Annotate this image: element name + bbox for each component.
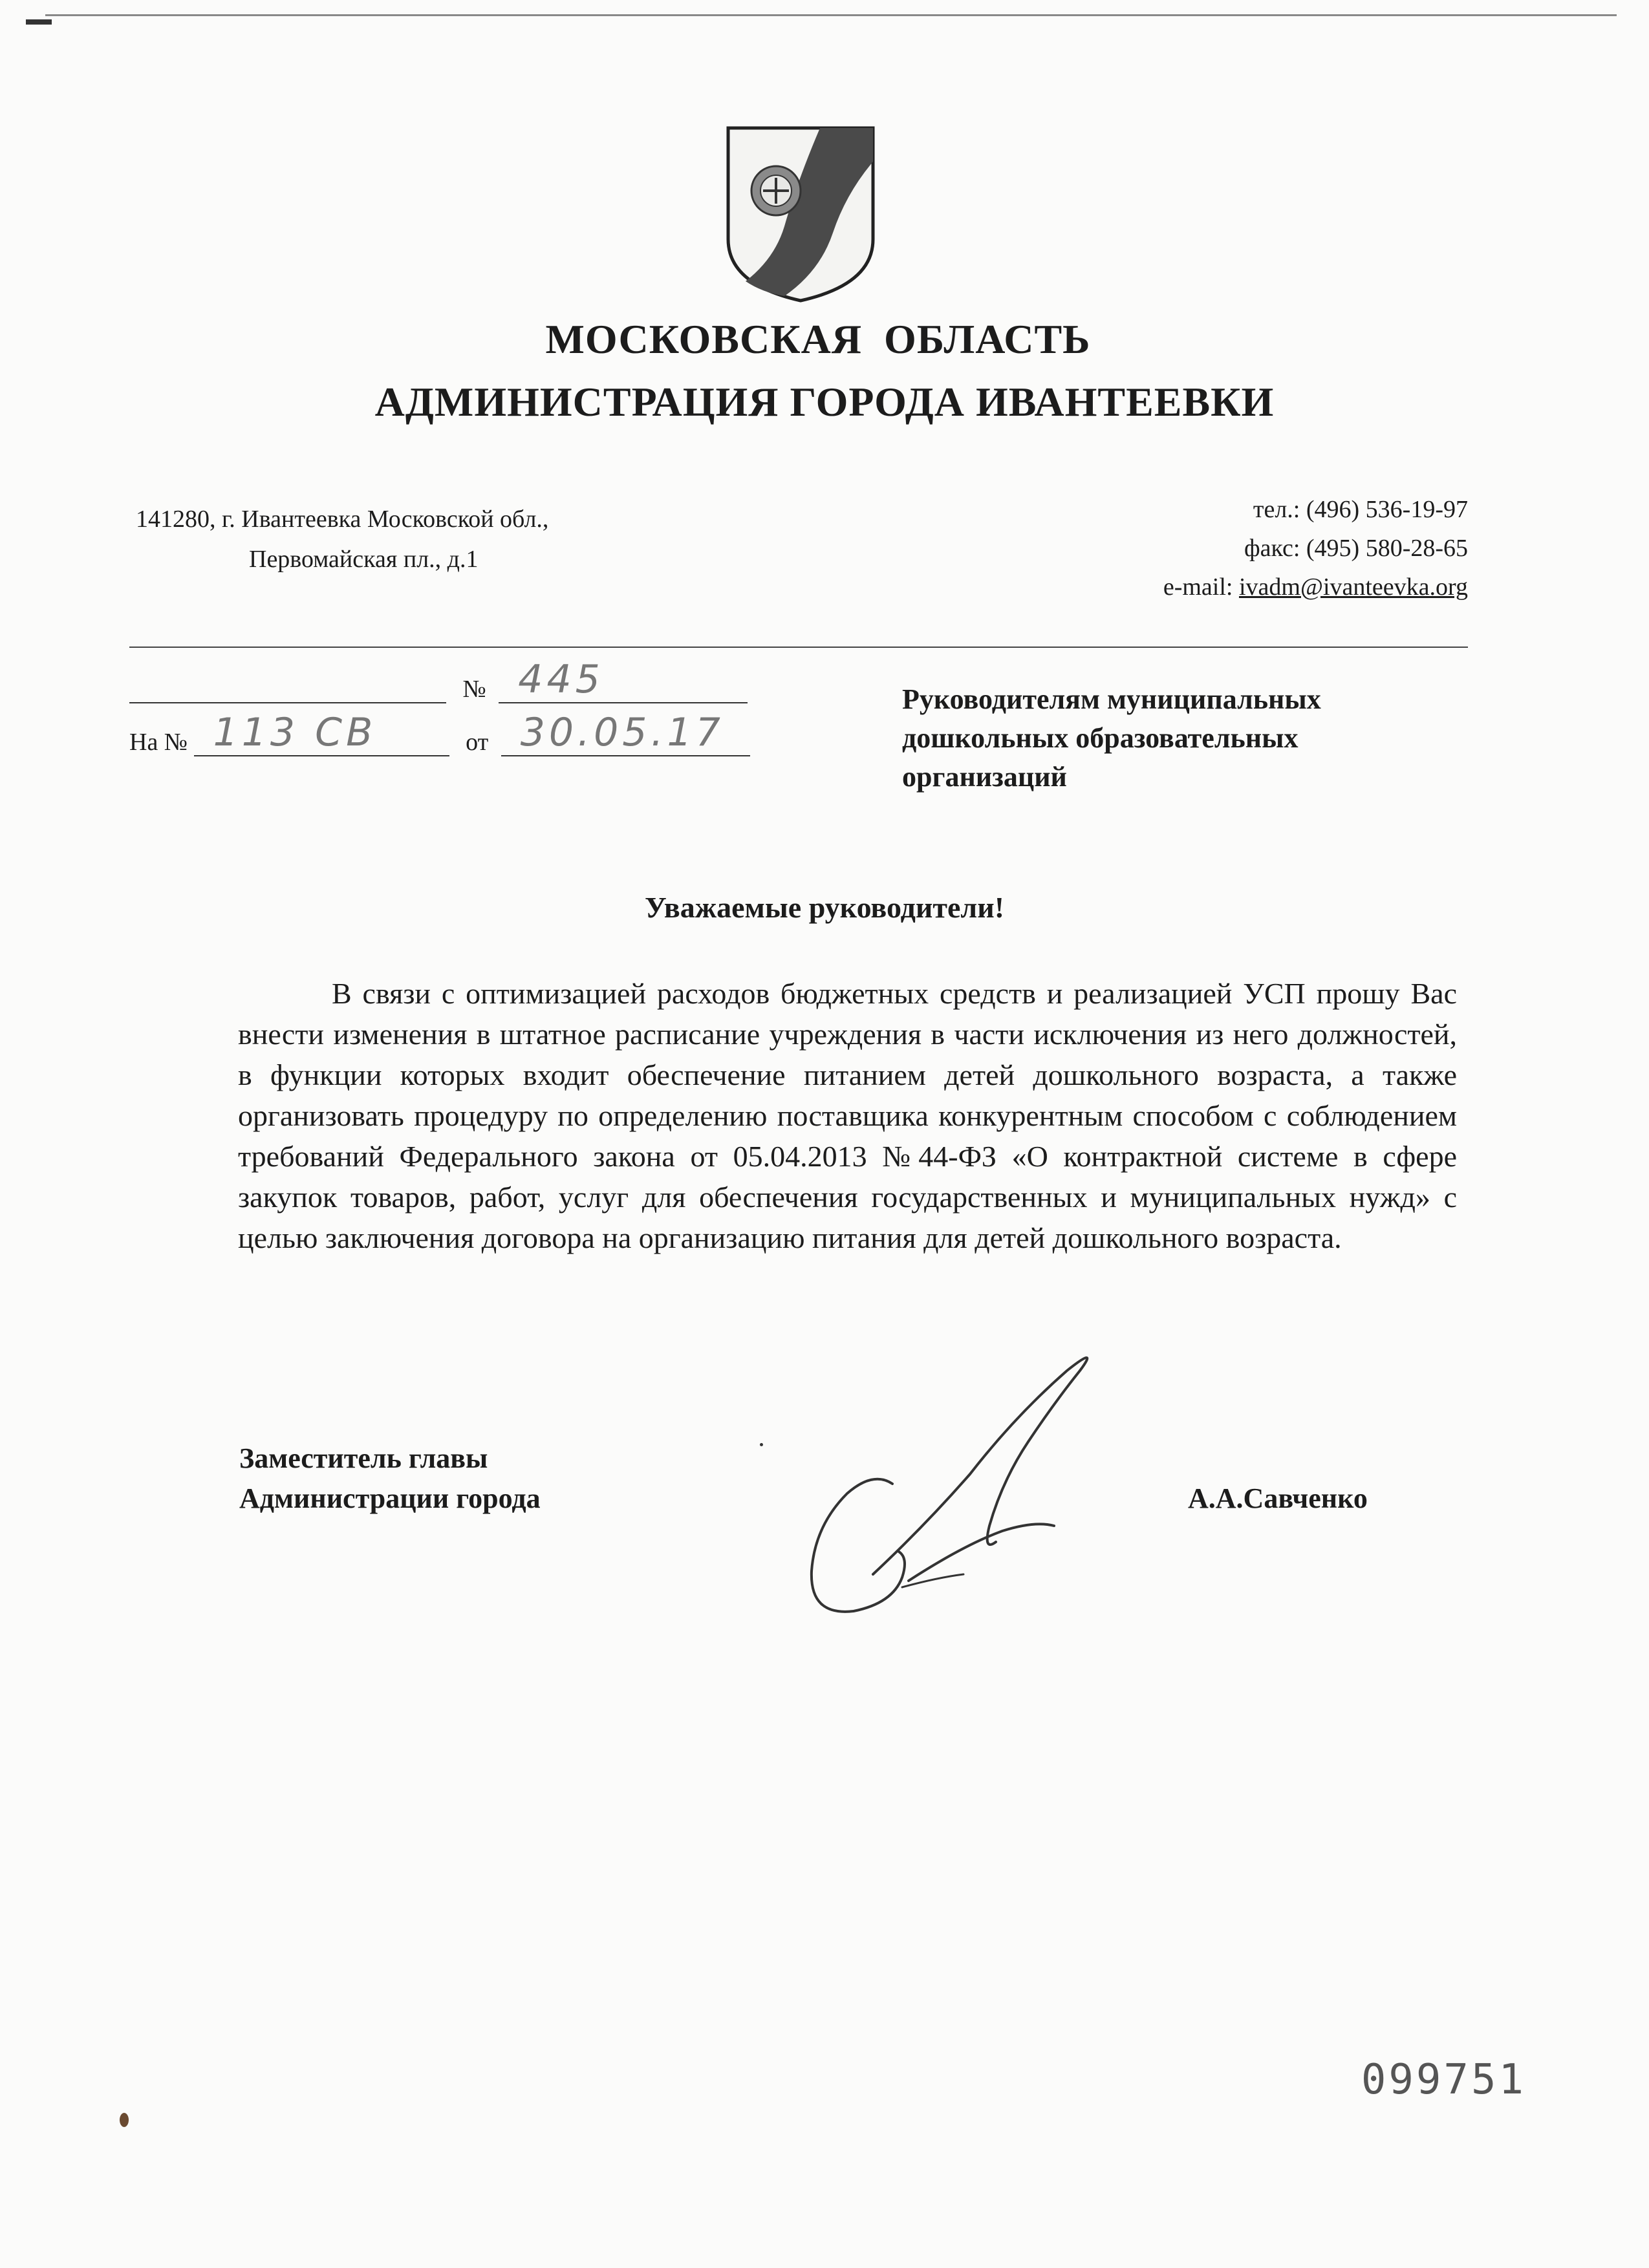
outgoing-number-row: [129, 657, 748, 703]
organization-title: АДМИНИСТРАЦИЯ ГОРОДА ИВАНТЕЕВКИ: [374, 379, 1275, 425]
coat-of-arms-icon: [723, 123, 878, 304]
date-label: от: [466, 729, 489, 756]
email-row: [1163, 568, 1468, 606]
email-link[interactable]: ivadm@ivanteevka.org: [1238, 573, 1468, 601]
addressee-line-2: дошкольных образовательных: [902, 722, 1299, 754]
salutation: Уважаемые руководители!: [644, 891, 1005, 924]
corner-mark: [26, 19, 52, 25]
reference-label: На №: [129, 729, 188, 756]
reference-number-field: [194, 710, 449, 756]
reference-date-value: 30.05.17: [520, 710, 724, 755]
dust-dot: [760, 1443, 763, 1446]
outgoing-number-field: [499, 657, 748, 703]
addressee-line-1: Руководителям муниципальных: [902, 683, 1321, 715]
signatory-name: А.А.Савченко: [1188, 1482, 1368, 1514]
serial-number: 099751: [1361, 2056, 1526, 2104]
reference-number-value: 113 СВ: [213, 710, 377, 755]
contact-block: [1163, 490, 1468, 606]
phone: тел.: (496) 536-19-97: [1253, 496, 1468, 523]
reference-row: [129, 710, 750, 756]
ink-spot: [120, 2113, 129, 2127]
handwritten-signature: [795, 1332, 1158, 1642]
address-line-1: 141280, г. Ивантеевка Московской обл.,: [136, 506, 549, 533]
addressee-block: [902, 680, 1484, 797]
signatory-role-line-1: Заместитель главы: [239, 1442, 488, 1474]
signatory-role: [239, 1439, 541, 1519]
number-label: №: [462, 676, 486, 703]
fax: факс: (495) 580-28-65: [1244, 535, 1468, 562]
addressee-line-3: организаций: [902, 761, 1067, 793]
header-separator: [129, 647, 1468, 648]
reference-date-field: [501, 710, 750, 756]
signatory-role-line-2: Администрации города: [239, 1482, 541, 1514]
email-label: e-mail:: [1163, 573, 1239, 601]
outgoing-number-value: 445: [518, 657, 604, 702]
region-title: МОСКОВСКАЯ ОБЛАСТЬ: [545, 316, 1091, 362]
outgoing-date-blank: [129, 672, 446, 703]
letter-body: В связи с оптимизацией расходов бюджетных средств и реализацией УСП прошу Вас внести изменения в штатное расписание учреждения в части исключения из него должностей, в функции которых входит обеспечение питанием детей дошкольного возраста, а также организовать процедуру по определению поставщика конкурентным способом с соблюдением требований Федерального закона от 05.04.2013 №44-ФЗ «О контрактной системе в сфере закупок товаров, работ, услуг для обеспечения государственных и муниципальных нужд» с целью заключения договора на организацию питания для детей дошкольного возраста.: [238, 977, 1457, 1254]
address-line-2: Первомайская пл., д.1: [249, 546, 479, 573]
top-edge-rule: [45, 14, 1617, 16]
